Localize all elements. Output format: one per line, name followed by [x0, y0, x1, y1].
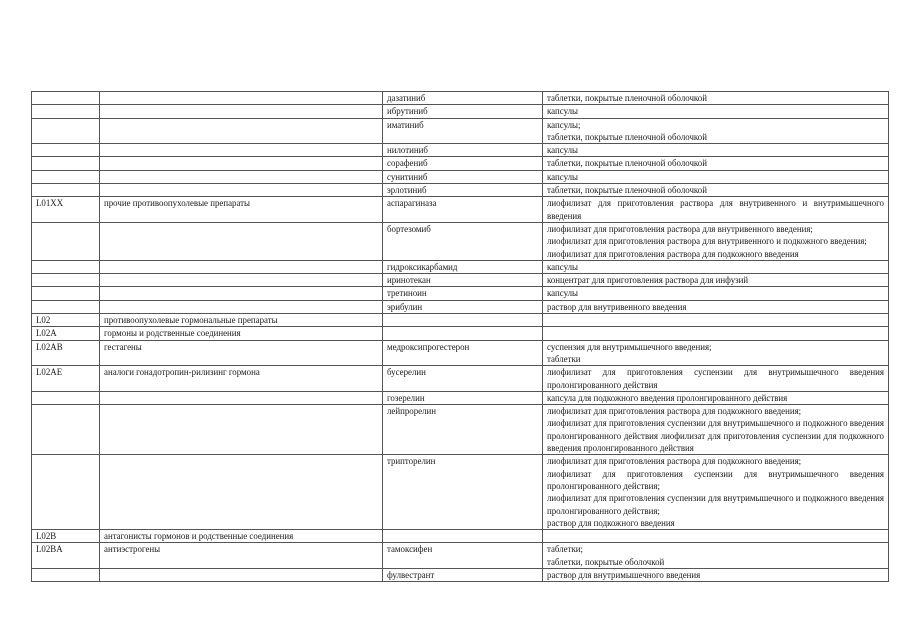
table-row: [32, 144, 889, 157]
table-row: [32, 300, 889, 313]
drug-name-cell: бортезомиб: [383, 222, 543, 260]
group-name-cell: [100, 105, 383, 118]
atc-code-cell: L02A: [32, 327, 100, 340]
dosage-form-cell: лиофилизат для приготовления суспензии для внутримышечного введения пролонгированного действия: [543, 366, 889, 392]
table-body: [32, 92, 889, 582]
table-row: [32, 530, 889, 543]
group-name-cell: [100, 405, 383, 455]
dosage-form-cell: капсулы: [543, 287, 889, 300]
table-row: [32, 105, 889, 118]
table-row: [32, 366, 889, 392]
drug-name-cell: медроксипрогестерон: [383, 340, 543, 366]
drug-name-cell: ибрутиниб: [383, 105, 543, 118]
atc-code-cell: L01XX: [32, 197, 100, 223]
drug-name-cell: трипторелин: [383, 455, 543, 530]
group-name-cell: [100, 274, 383, 287]
dosage-form-cell: лиофилизат для приготовления раствора для внутривенного введения; лиофилизат для приготовления раствора для внутривенного и подкожного введения; лиофилизат для приготовления раствора для подкожного введения: [543, 222, 889, 260]
group-name-cell: антиэстрогены: [100, 543, 383, 569]
atc-code-cell: L02BA: [32, 543, 100, 569]
atc-code-cell: L02B: [32, 530, 100, 543]
dosage-form-cell: таблетки; таблетки, покрытые оболочкой: [543, 543, 889, 569]
drug-name-cell: эрлотиниб: [383, 184, 543, 197]
group-name-cell: прочие противоопухолевые препараты: [100, 197, 383, 223]
dosage-form-cell: капсулы: [543, 105, 889, 118]
table-row: [32, 543, 889, 569]
group-name-cell: гормоны и родственные соединения: [100, 327, 383, 340]
group-name-cell: [100, 222, 383, 260]
atc-code-cell: [32, 260, 100, 273]
group-name-cell: [100, 170, 383, 183]
dosage-form-cell: капсулы: [543, 260, 889, 273]
dosage-form-cell: таблетки, покрытые пленочной оболочкой: [543, 184, 889, 197]
drug-name-cell: иринотекан: [383, 274, 543, 287]
atc-code-cell: [32, 568, 100, 581]
dosage-form-cell: суспензия для внутримышечного введения; таблетки: [543, 340, 889, 366]
dosage-form-cell: капсулы: [543, 144, 889, 157]
group-name-cell: аналоги гонадотропин-рилизинг гормона: [100, 366, 383, 392]
dosage-form-cell: лиофилизат для приготовления раствора для подкожного введения; лиофилизат для приготовления суспензии для внутримышечного и подкожного введения пролонгированного действия лиофилизат для приготовления суспензии для подкожного введения пролонгированного действия: [543, 405, 889, 455]
dosage-form-cell: таблетки, покрытые пленочной оболочкой: [543, 157, 889, 170]
atc-code-cell: [32, 105, 100, 118]
atc-code-cell: [32, 184, 100, 197]
group-name-cell: [100, 455, 383, 530]
table-row: [32, 197, 889, 223]
table-row: [32, 184, 889, 197]
atc-code-cell: [32, 157, 100, 170]
group-name-cell: противоопухолевые гормональные препараты: [100, 314, 383, 327]
table-row: [32, 287, 889, 300]
drug-name-cell: эрибулин: [383, 300, 543, 313]
table-row: [32, 260, 889, 273]
dosage-form-cell: капсулы: [543, 170, 889, 183]
dosage-form-cell: концентрат для приготовления раствора для инфузий: [543, 274, 889, 287]
atc-code-cell: [32, 300, 100, 313]
table-row: [32, 170, 889, 183]
drug-name-cell: гидроксикарбамид: [383, 260, 543, 273]
group-name-cell: [100, 92, 383, 105]
table-row: [32, 314, 889, 327]
drug-name-cell: гозерелин: [383, 391, 543, 404]
group-name-cell: [100, 300, 383, 313]
table-row: [32, 327, 889, 340]
drug-name-cell: [383, 314, 543, 327]
drug-name-cell: иматиниб: [383, 118, 543, 144]
atc-code-cell: [32, 92, 100, 105]
dosage-form-cell: [543, 530, 889, 543]
group-name-cell: [100, 287, 383, 300]
atc-code-cell: [32, 170, 100, 183]
drug-name-cell: третиноин: [383, 287, 543, 300]
table-row: [32, 568, 889, 581]
group-name-cell: [100, 568, 383, 581]
table-row: [32, 391, 889, 404]
dosage-form-cell: раствор для внутривенного введения: [543, 300, 889, 313]
group-name-cell: [100, 260, 383, 273]
dosage-form-cell: [543, 314, 889, 327]
table-row: [32, 405, 889, 455]
group-name-cell: гестагены: [100, 340, 383, 366]
drug-name-cell: лейпрорелин: [383, 405, 543, 455]
atc-code-cell: [32, 455, 100, 530]
atc-code-cell: [32, 222, 100, 260]
table-row: [32, 222, 889, 260]
dosage-form-cell: капсулы; таблетки, покрытые пленочной оболочкой: [543, 118, 889, 144]
table-row: [32, 340, 889, 366]
group-name-cell: [100, 144, 383, 157]
drug-name-cell: дазатиниб: [383, 92, 543, 105]
atc-code-cell: [32, 118, 100, 144]
group-name-cell: [100, 184, 383, 197]
drug-name-cell: бусерелин: [383, 366, 543, 392]
atc-code-cell: L02: [32, 314, 100, 327]
drug-name-cell: сунитиниб: [383, 170, 543, 183]
drug-name-cell: аспарагиназа: [383, 197, 543, 223]
group-name-cell: антагонисты гормонов и родственные соединения: [100, 530, 383, 543]
drug-table: [31, 91, 889, 582]
atc-code-cell: L02AE: [32, 366, 100, 392]
table-row: [32, 92, 889, 105]
drug-name-cell: сорафениб: [383, 157, 543, 170]
drug-name-cell: фулвестрант: [383, 568, 543, 581]
dosage-form-cell: капсула для подкожного введения пролонгированного действия: [543, 391, 889, 404]
dosage-form-cell: раствор для внутримышечного введения: [543, 568, 889, 581]
group-name-cell: [100, 157, 383, 170]
dosage-form-cell: таблетки, покрытые пленочной оболочкой: [543, 92, 889, 105]
table-row: [32, 157, 889, 170]
group-name-cell: [100, 391, 383, 404]
drug-name-cell: [383, 530, 543, 543]
atc-code-cell: L02AB: [32, 340, 100, 366]
dosage-form-cell: [543, 327, 889, 340]
drug-name-cell: тамоксифен: [383, 543, 543, 569]
drug-name-cell: [383, 327, 543, 340]
atc-code-cell: [32, 405, 100, 455]
atc-code-cell: [32, 287, 100, 300]
drug-name-cell: нилотиниб: [383, 144, 543, 157]
table-row: [32, 274, 889, 287]
dosage-form-cell: лиофилизат для приготовления раствора для подкожного введения; лиофилизат для приготовления суспензии для внутримышечного введения пролонгированного действия; лиофилизат для приготовления суспензии для внутримышечного и подкожного введения пролонгированного действия; раствор для подкожного введения: [543, 455, 889, 530]
atc-code-cell: [32, 274, 100, 287]
atc-code-cell: [32, 144, 100, 157]
dosage-form-cell: лиофилизат для приготовления раствора для внутривенного и внутримышечного введения: [543, 197, 889, 223]
atc-code-cell: [32, 391, 100, 404]
table-row: [32, 455, 889, 530]
group-name-cell: [100, 118, 383, 144]
table-row: [32, 118, 889, 144]
